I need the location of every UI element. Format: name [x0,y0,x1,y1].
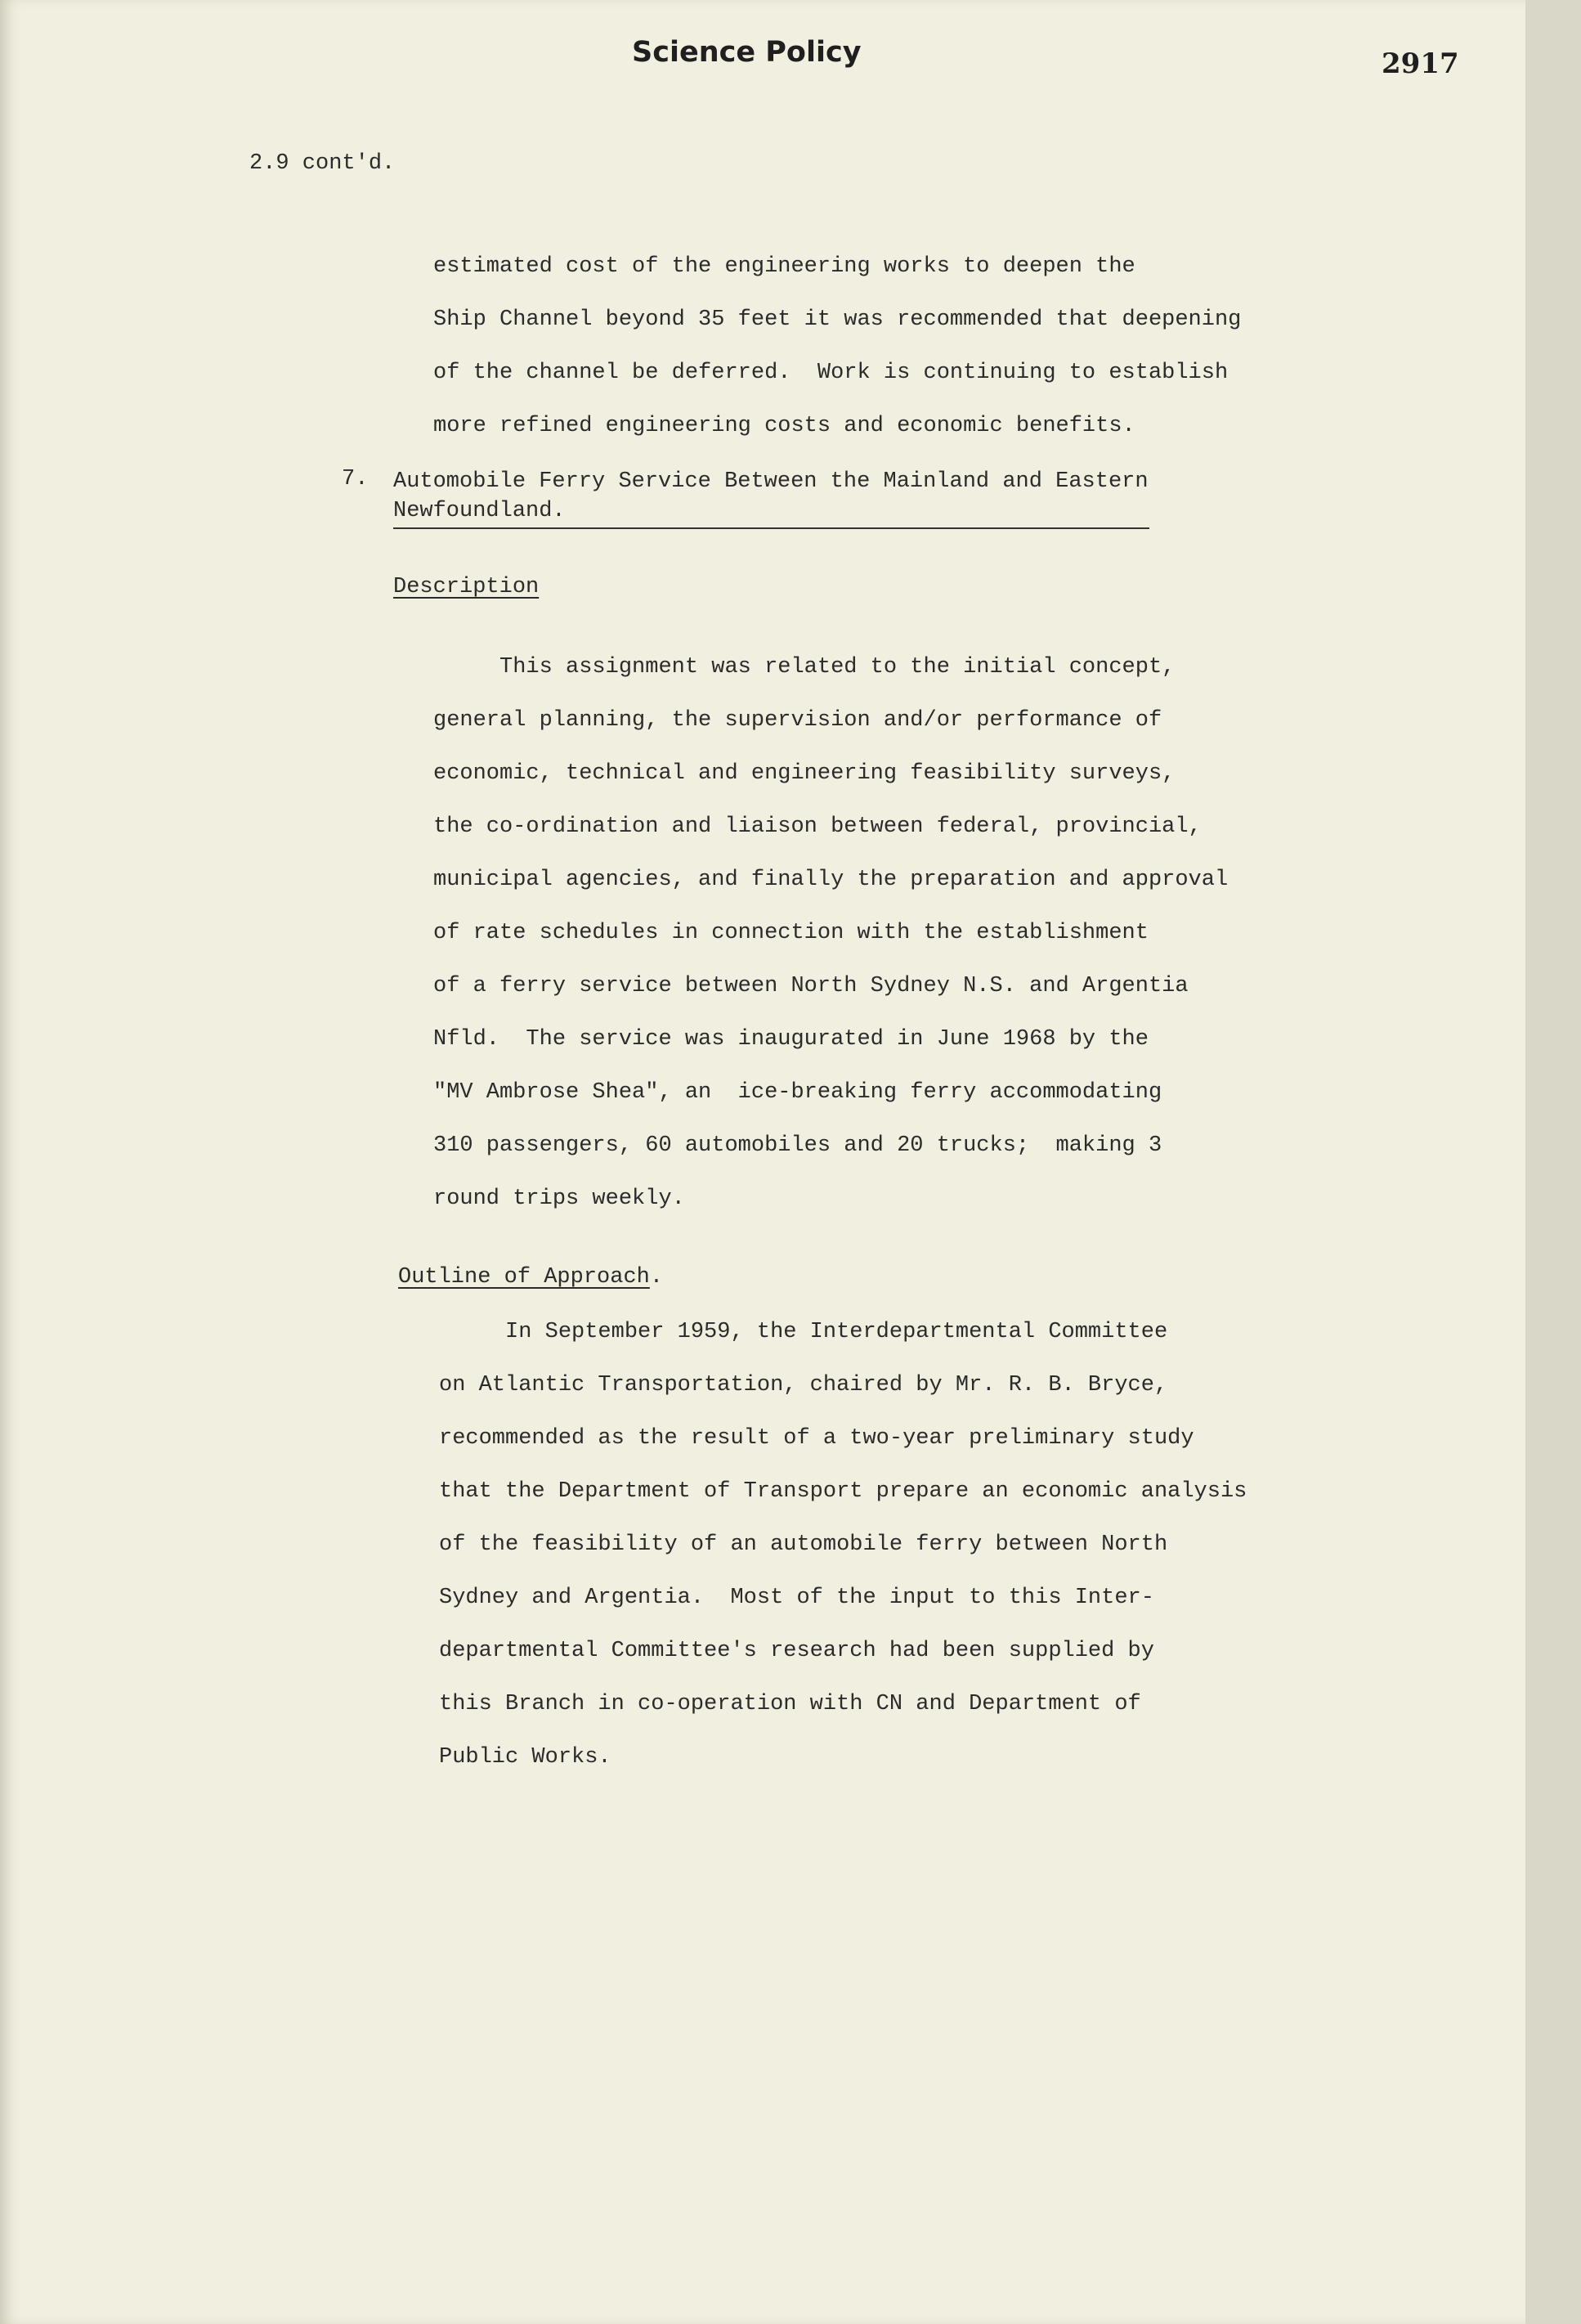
outline-line: Sydney and Argentia. Most of the input to this Inter- [439,1586,1154,1610]
description-line: the co-ordination and liaison between federal, provincial, [433,814,1202,839]
outline-heading-wrapper [398,1265,663,1290]
intro-line: estimated cost of the engineering works to deepen the [433,254,1135,279]
description-line: 310 passengers, 60 automobiles and 20 trucks; making 3 [433,1133,1162,1158]
description-line: This assignment was related to the initial concept, [433,655,1176,680]
intro-paragraph [433,240,1241,453]
description-heading: Description [393,575,540,599]
section-continued-label: 2.9 cont'd. [249,151,396,176]
outline-line: recommended as the result of a two-year preliminary study [439,1426,1194,1451]
intro-line: Ship Channel beyond 35 feet it was recommended that deepening [433,307,1242,332]
outline-heading-suffix: . [649,1265,664,1290]
description-line: economic, technical and engineering feasibility surveys, [433,761,1176,786]
outline-heading: Outline of Approach [398,1265,650,1290]
item-heading-line: Newfoundland. [393,499,566,523]
outline-line: Public Works. [439,1745,611,1770]
description-line: of a ferry service between North Sydney N.S. and Argentia [433,974,1189,998]
item-heading-line: Automobile Ferry Service Between the Mainland and Eastern [393,469,1149,494]
description-line: round trips weekly. [433,1187,685,1211]
outline-line: that the Department of Transport prepare an economic analysis [439,1479,1247,1504]
page-edge-background [1525,0,1581,2324]
description-line: of rate schedules in connection with the establishment [433,921,1149,945]
outline-paragraph [439,1306,1247,1784]
outline-line: of the feasibility of an automobile ferry between North [439,1532,1168,1557]
outline-line: departmental Committee's research had been supplied by [439,1639,1154,1663]
description-line: municipal agencies, and finally the preparation and approval [433,868,1229,892]
page-number: 2917 [1382,47,1459,80]
outline-line: In September 1959, the Interdepartmental Committee [439,1320,1168,1344]
item-heading [393,467,1149,529]
description-paragraph [433,641,1228,1226]
outline-line: this Branch in co-operation with CN and Department of [439,1692,1141,1716]
description-line: "MV Ambrose Shea", an ice-breaking ferry accommodating [433,1080,1162,1105]
description-line: general planning, the supervision and/or performance of [433,708,1162,733]
intro-line: more refined engineering costs and economic benefits. [433,414,1135,438]
description-line: Nfld. The service was inaugurated in June 1968 by the [433,1027,1149,1052]
item-number: 7. [342,467,369,491]
outline-line: on Atlantic Transportation, chaired by Mr. R. B. Bryce, [439,1373,1168,1398]
running-header-title: Science Policy [632,36,862,69]
intro-line: of the channel be deferred. Work is continuing to establish [433,361,1229,385]
